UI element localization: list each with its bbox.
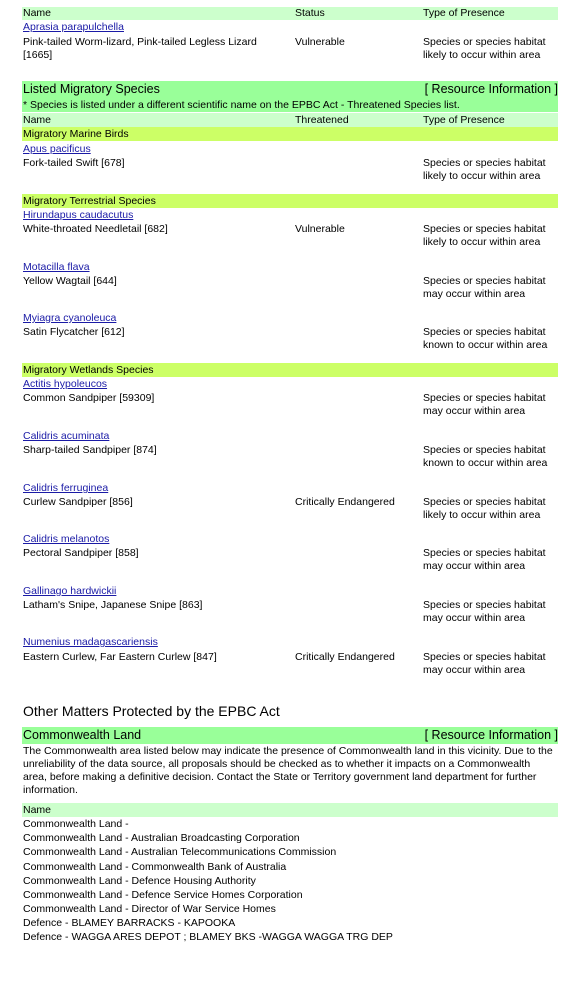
species-link[interactable]: Apus pacificus (23, 143, 91, 155)
species-presence-line2: may occur within area (423, 405, 526, 417)
section-title-bar (22, 727, 558, 744)
group-label: Migratory Terrestrial Species (23, 195, 156, 207)
section-note: * Species is listed under a different scientific name on the EPBC Act - Threatened Species list. (23, 99, 460, 111)
species-common-name: Fork-tailed Swift [678] (23, 157, 125, 169)
species-common-name: Pink-tailed Worm-lizard, Pink-tailed Legless Lizard (23, 36, 257, 48)
section-title: Commonwealth Land (23, 728, 142, 742)
species-common-name: Eastern Curlew, Far Eastern Curlew [847] (23, 651, 217, 663)
group-header (22, 194, 558, 208)
species-common-name: Yellow Wagtail [644] (23, 275, 117, 287)
species-presence-line2: likely to occur within area (423, 236, 541, 248)
section-title-bar (22, 81, 558, 98)
species-presence-line2: may occur within area (423, 664, 526, 676)
group-header (22, 127, 558, 141)
species-link[interactable]: Calidris ferruginea (23, 482, 109, 494)
list-item: Commonwealth Land - Australian Broadcasting Corporation (23, 832, 300, 844)
header-threatened: Threatened (295, 114, 349, 126)
section-title: Listed Migratory Species (23, 82, 160, 96)
species-id: [1665] (23, 49, 53, 61)
species-presence-line2: known to occur within area (423, 339, 548, 351)
list-item: Commonwealth Land - Australian Telecommunications Commission (23, 846, 337, 858)
species-presence-line2: may occur within area (423, 288, 526, 300)
header-name: Name (23, 804, 52, 816)
species-status: Critically Endangered (295, 651, 395, 663)
species-status: Vulnerable (295, 223, 345, 235)
species-common-name: Pectoral Sandpiper [858] (23, 547, 139, 559)
header-presence: Type of Presence (423, 114, 505, 126)
resource-information-link[interactable]: [ Resource Information ] (424, 82, 558, 96)
header-name: Name (23, 114, 52, 126)
header-name: Name (23, 7, 52, 19)
species-common-name: Satin Flycatcher [612] (23, 326, 125, 338)
species-status: Vulnerable (295, 36, 345, 48)
species-presence-line1: Species or species habitat (423, 326, 546, 338)
group-label: Migratory Marine Birds (23, 128, 129, 140)
header-status: Status (295, 7, 325, 19)
species-link[interactable]: Numenius madagascariensis (23, 636, 158, 648)
group-header (22, 363, 558, 377)
species-common-name: White-throated Needletail [682] (23, 223, 168, 235)
section-note-bar (22, 98, 558, 112)
species-common-name: Sharp-tailed Sandpiper [874] (23, 444, 157, 456)
table-header (22, 803, 558, 817)
species-presence-line1: Species or species habitat (423, 496, 546, 508)
list-item: Commonwealth Land - (23, 818, 129, 830)
species-presence-line1: Species or species habitat (423, 157, 546, 169)
page-heading: Other Matters Protected by the EPBC Act (23, 703, 280, 719)
species-presence-line2: known to occur within area (423, 457, 548, 469)
species-common-name: Curlew Sandpiper [856] (23, 496, 133, 508)
species-presence-line1: Species or species habitat (423, 651, 546, 663)
header-presence: Type of Presence (423, 7, 505, 19)
species-presence-line1: Species or species habitat (423, 444, 546, 456)
species-presence-line1: Species or species habitat (423, 547, 546, 559)
resource-information-link[interactable]: [ Resource Information ] (424, 728, 558, 742)
table-header (22, 113, 558, 127)
list-item: Defence - BLAMEY BARRACKS - KAPOOKA (23, 917, 236, 929)
species-link[interactable]: Gallinago hardwickii (23, 585, 117, 597)
species-link[interactable]: Actitis hypoleucos (23, 378, 108, 390)
species-presence-line2: likely to occur within area (423, 509, 541, 521)
list-item: Commonwealth Land - Defence Service Homes Corporation (23, 889, 303, 901)
group-label: Migratory Wetlands Species (23, 364, 154, 376)
species-common-name: Latham's Snipe, Japanese Snipe [863] (23, 599, 203, 611)
species-presence-line1: Species or species habitat (423, 275, 546, 287)
list-item: Commonwealth Land - Defence Housing Authority (23, 875, 256, 887)
species-presence-line2: likely to occur within area (423, 170, 541, 182)
species-presence-line1: Species or species habitat (423, 392, 546, 404)
species-presence-line2: may occur within area (423, 560, 526, 572)
species-presence-line2: likely to occur within area (423, 49, 541, 61)
species-link[interactable]: Calidris acuminata (23, 430, 110, 442)
species-status: Critically Endangered (295, 496, 395, 508)
species-common-name: Common Sandpiper [59309] (23, 392, 155, 404)
table-header (22, 7, 558, 20)
species-link[interactable]: Myiagra cyanoleuca (23, 312, 117, 324)
species-link[interactable]: Aprasia parapulchella (23, 21, 124, 33)
species-presence-line2: may occur within area (423, 612, 526, 624)
list-item: Commonwealth Land - Director of War Service Homes (23, 903, 276, 915)
species-presence-line1: Species or species habitat (423, 223, 546, 235)
species-presence-line1: Species or species habitat (423, 36, 546, 48)
species-link[interactable]: Motacilla flava (23, 261, 90, 273)
list-item: Commonwealth Land - Commonwealth Bank of Australia (23, 861, 287, 873)
list-item: Defence - WAGGA ARES DEPOT ; BLAMEY BKS -WAGGA WAGGA TRG DEP (23, 931, 393, 943)
species-link[interactable]: Calidris melanotos (23, 533, 110, 545)
species-presence-line1: Species or species habitat (423, 599, 546, 611)
species-link[interactable]: Hirundapus caudacutus (23, 209, 134, 221)
section-description: The Commonwealth area listed below may indicate the presence of Commonwealth land in this vicinity. Due to the unreliability of the data source, all proposals should be checked as to whether it impacts on a Commonwealth area, before making a definitive decision. Contact the State or Territory government land department for further information. (23, 745, 553, 796)
